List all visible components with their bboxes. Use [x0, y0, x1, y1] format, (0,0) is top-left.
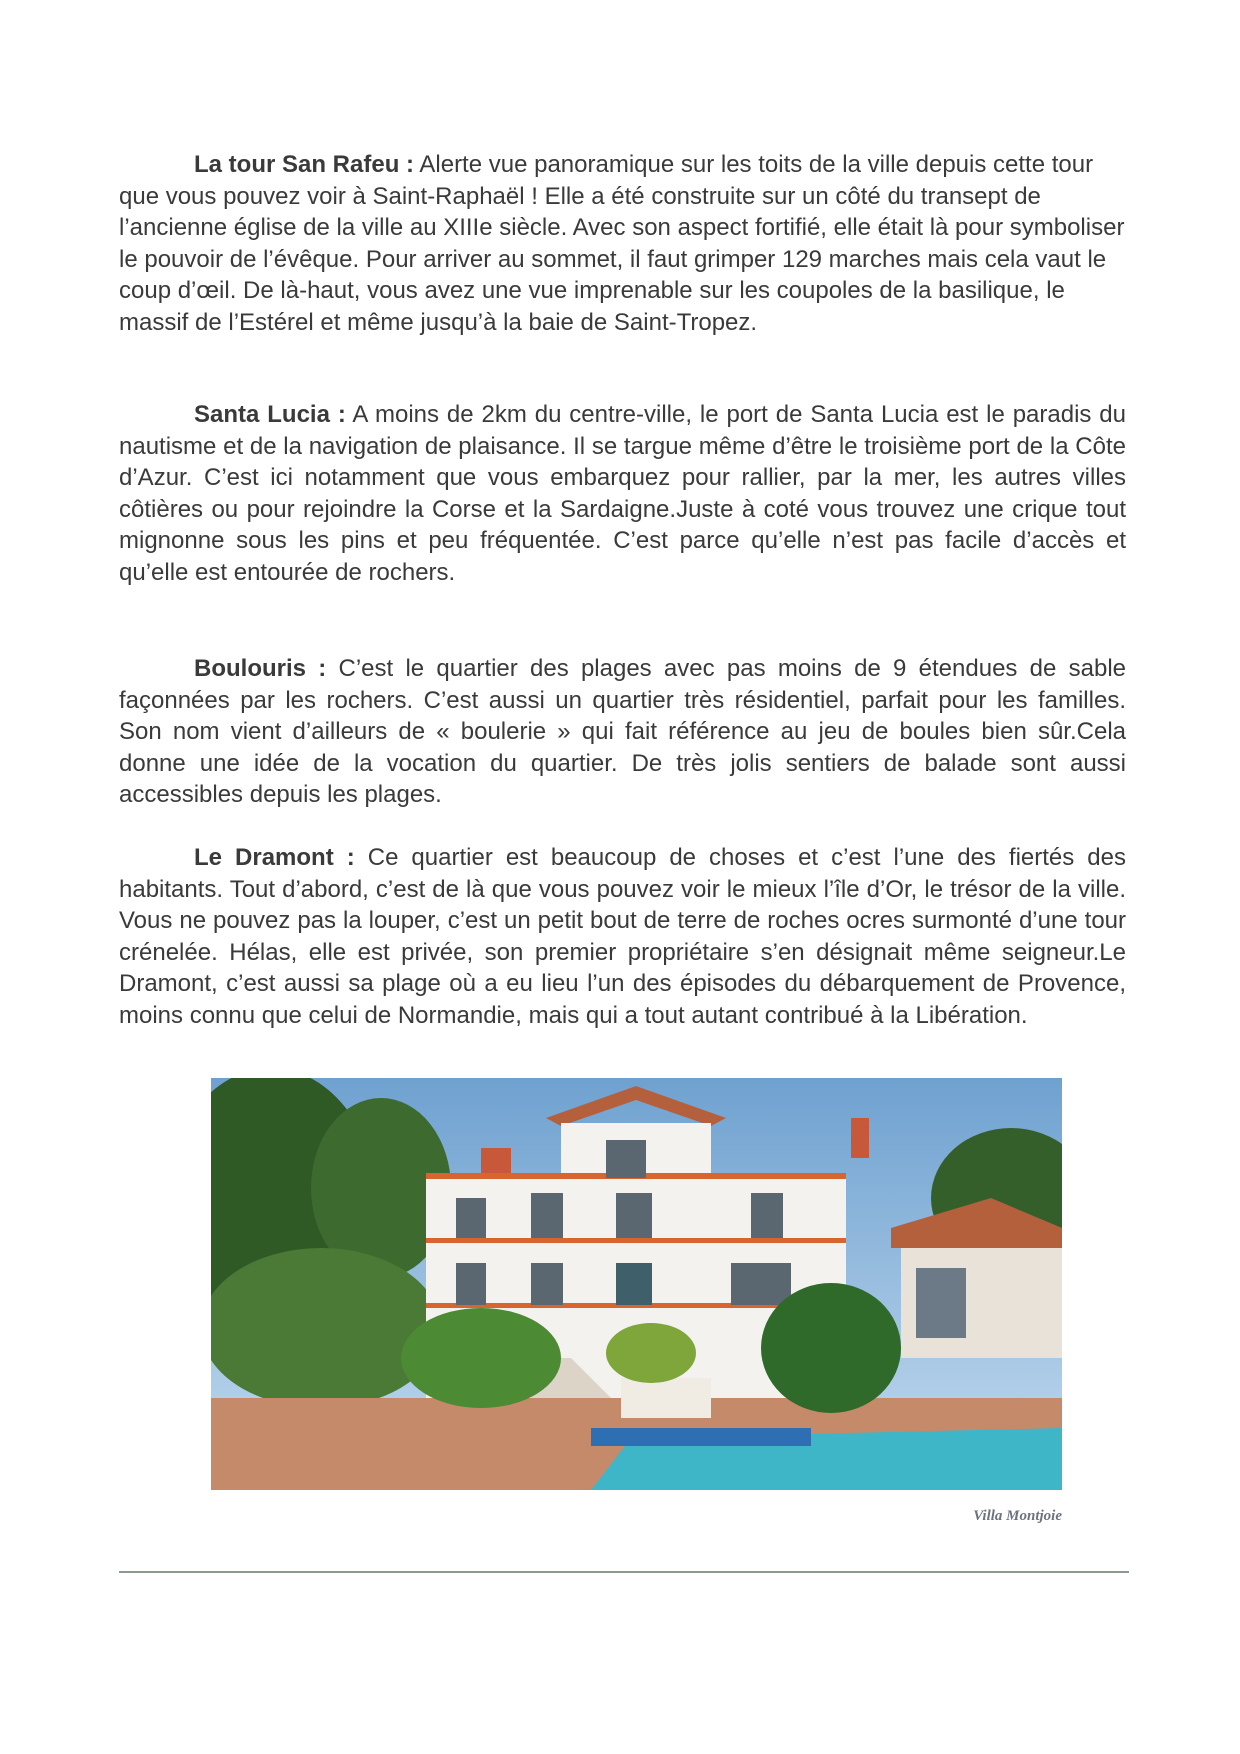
window	[731, 1263, 791, 1305]
agave	[761, 1283, 901, 1413]
window	[616, 1193, 652, 1238]
window	[456, 1198, 486, 1238]
yellow-shrub	[606, 1323, 696, 1383]
villa-photo	[211, 1078, 1062, 1490]
pool-tiles	[591, 1428, 811, 1446]
section-term: La tour San Rafeu :	[194, 151, 415, 178]
villa-illustration	[211, 1078, 1062, 1490]
section-boulouris	[119, 653, 1126, 811]
section-text: A moins de 2km du centre-ville, le port de Santa Lucia est le paradis du nautisme et de la navigation de plaisance. Il se targue même d’être le troisième port de la Côte d’Azur. C’est ici notamment que vous embarquez pour rallier, par la mer, les autres villes côtières ou pour rejoindre la Corse et la Sardaigne.Juste à coté vous trouvez une crique tout mignonne sous les pins et peu fréquentée. C’est parce qu’elle n’est pas facile d’accès et qu’elle est entourée de rochers.	[119, 401, 1126, 586]
section-term: Boulouris :	[194, 655, 327, 682]
shrub-left	[211, 1248, 441, 1408]
section-le-dramont	[119, 842, 1126, 1031]
balustrade	[621, 1378, 711, 1418]
trim-band	[426, 1238, 846, 1243]
section-term: Le Dramont :	[194, 844, 355, 871]
window	[531, 1263, 563, 1305]
section-term: Santa Lucia :	[194, 401, 346, 428]
section-santa-lucia	[119, 399, 1126, 588]
window	[751, 1193, 783, 1238]
window	[531, 1193, 563, 1238]
section-text: Ce quartier est beaucoup de choses et c’est l’une des fiertés des habitants. Tout d’abord, c’est de là que vous pouvez voir le mieux l’île d’Or, le trésor de la ville. Vous ne pouvez pas la louper, c’est un petit bout de terre de roches ocres surmonté d’une tour crénelée. Hélas, elle est privée, son premier propriétaire s’en désignait même seigneur.Le Dramont, c’est aussi sa plage où a eu lieu l’un des épisodes du débarquement de Provence, moins connu que celui de Normandie, mais qui a tout autant contribué à la Libération.	[119, 844, 1126, 1029]
door	[616, 1263, 652, 1305]
window	[456, 1263, 486, 1305]
foreground-shrub	[401, 1308, 561, 1408]
window	[606, 1140, 646, 1178]
pavilion-window	[916, 1268, 966, 1338]
section-text: C’est le quartier des plages avec pas moins de 9 étendues de sable façonnées par les rochers. C’est aussi un quartier très résidentiel, parfait pour les familles. Son nom vient d’ailleurs de « boulerie » qui fait référence au jeu de boules bien sûr.Cela donne une idée de la vocation du quartier. De très jolis sentiers de balade sont aussi accessibles depuis les plages.	[119, 655, 1126, 808]
chimney-right	[851, 1118, 869, 1158]
section-text: Alerte vue panoramique sur les toits de la ville depuis cette tour que vous pouvez voir à Saint-Raphaël ! Elle a été construite sur un côté du transept de l’ancienne église de la ville au XIIIe siècle. Avec son aspect fortifié, elle était là pour symboliser le pouvoir de l’évêque. Pour arriver au sommet, il faut grimper 129 marches mais cela vaut le coup d’œil. De là-haut, vous avez une vue imprenable sur les coupoles de la basilique, le massif de l’Estérel et même jusqu’à la baie de Saint-Tropez.	[119, 151, 1125, 336]
photo-caption: Villa Montjoie	[973, 1508, 1062, 1524]
section-la-tour-san-rafeu	[119, 149, 1126, 338]
footer-divider	[119, 1571, 1129, 1573]
